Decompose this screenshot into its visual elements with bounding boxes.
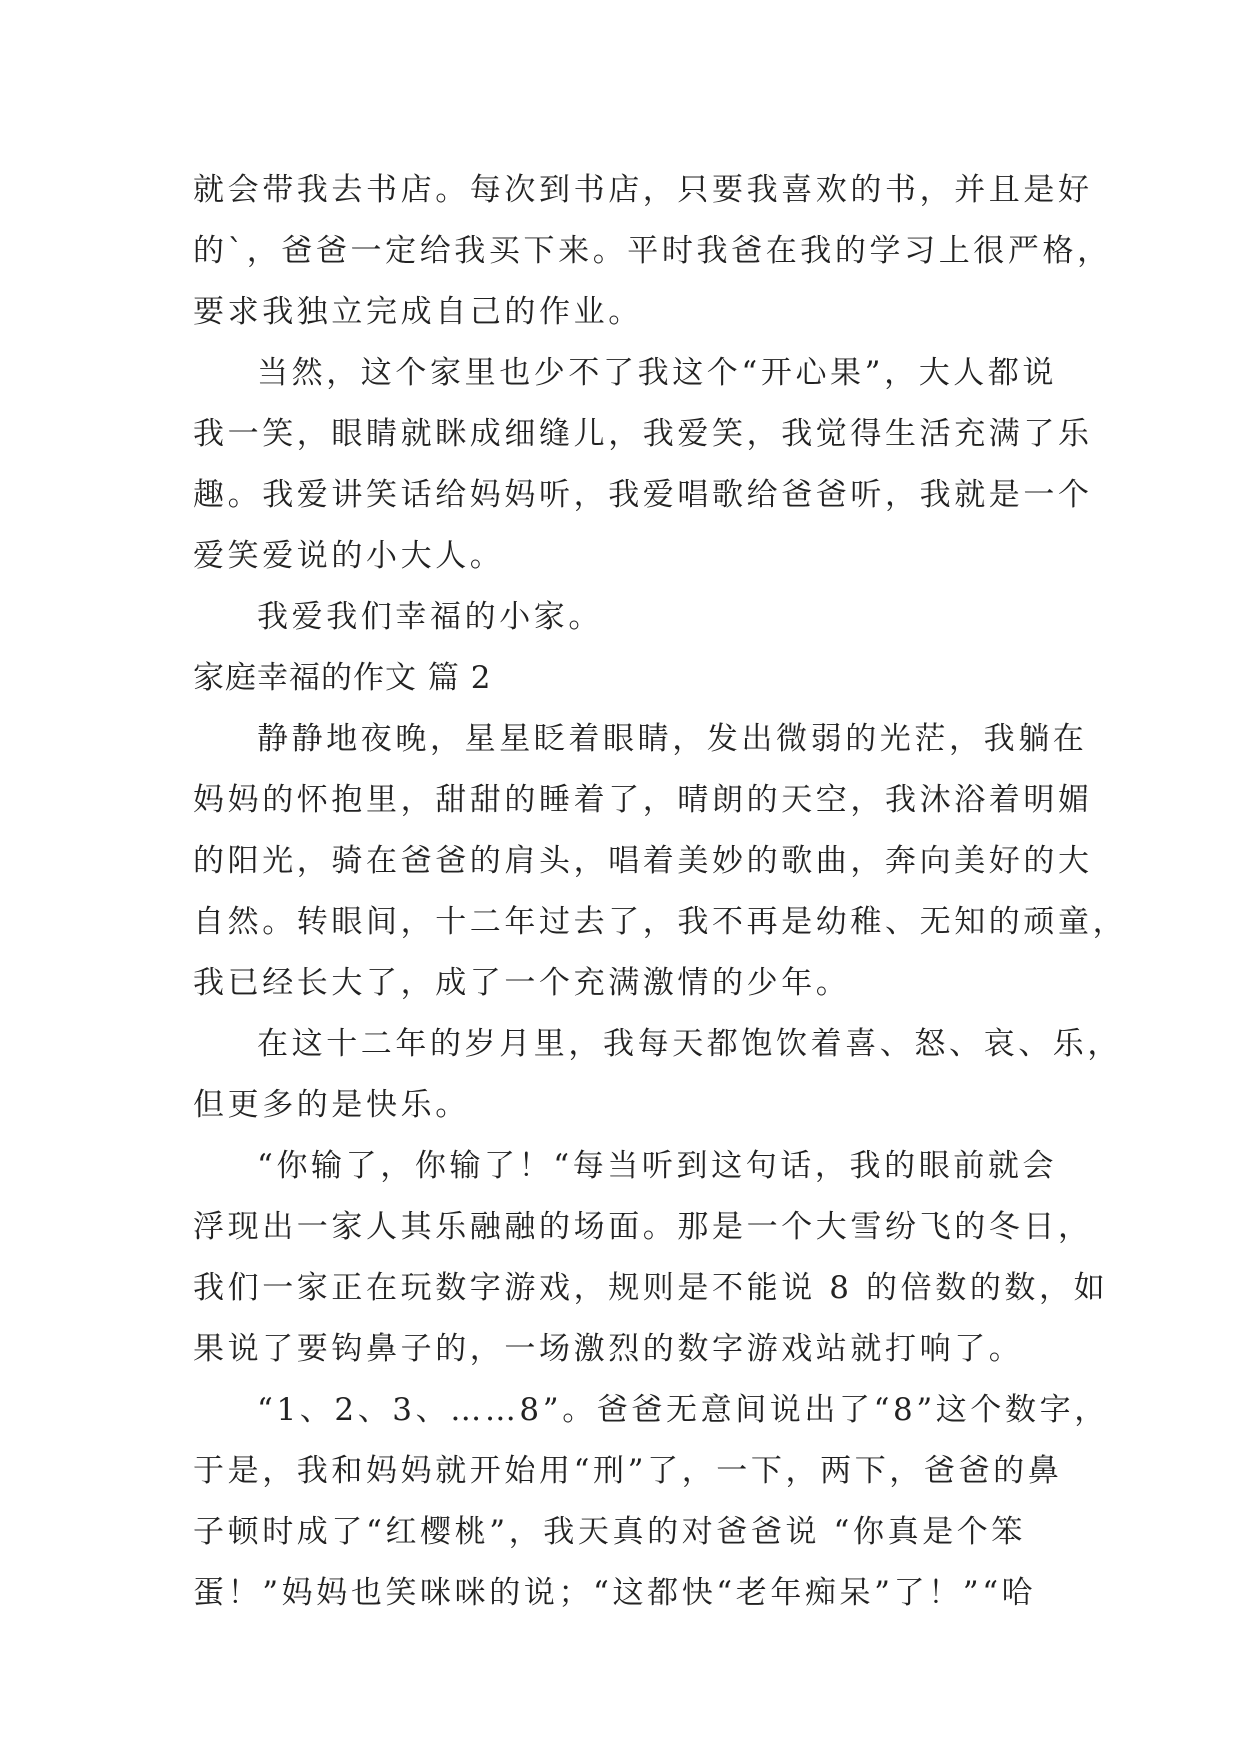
text-line: 浮现出一家人其乐融融的场面。那是一个大雪纷飞的冬日，: [193, 1209, 1093, 1245]
text-line: 妈妈的怀抱里，甜甜的睡着了，晴朗的天空，我沐浴着明媚: [193, 782, 1093, 818]
text-line: 我们一家正在玩数字游戏，规则是不能说 8 的倍数的数，如: [193, 1270, 1109, 1306]
text-line: 自然。转眼间，十二年过去了，我不再是幼稚、无知的顽童，: [193, 904, 1128, 940]
text-line: 我一笑，眼睛就眯成细缝儿，我爱笑，我觉得生活充满了乐: [193, 416, 1093, 452]
text-line: 趣。我爱讲笑话给妈妈听，我爱唱歌给爸爸听，我就是一个: [193, 477, 1093, 513]
paragraph-start-line: 我爱我们幸福的小家。: [257, 599, 603, 635]
paragraph-start-line: “你输了，你输了！“每当听到这句话，我的眼前就会: [257, 1148, 1058, 1184]
paragraph-start-line: 在这十二年的岁月里，我每天都饱饮着喜、怒、哀、乐，: [257, 1026, 1122, 1062]
paragraph-start-line: 当然，这个家里也少不了我这个“开心果”，大人都说: [257, 355, 1058, 391]
document-body: [193, 160, 1128, 1624]
text-line: 要求我独立完成自己的作业。: [193, 294, 643, 330]
text-line: 的`，爸爸一定给我买下来。平时我爸在我的学习上很严格，: [193, 233, 1112, 269]
text-line: 我已经长大了，成了一个充满激情的少年。: [193, 965, 851, 1001]
text-line: 果说了要钩鼻子的，一场激烈的数字游戏站就打响了。: [193, 1331, 1024, 1367]
section-heading: 家庭幸福的作文 篇 2: [193, 660, 492, 696]
text-line: 子顿时成了“红樱桃”，我天真的对爸爸说 “你真是个笨: [193, 1514, 1026, 1550]
text-line: 的阳光，骑在爸爸的肩头，唱着美妙的歌曲，奔向美好的大: [193, 843, 1093, 879]
paragraph-start-line: “1、2、3、……8”。爸爸无意间说出了“8”这个数字，: [257, 1392, 1109, 1428]
paragraph-start-line: 静静地夜晚，星星眨着眼睛，发出微弱的光茫，我躺在: [257, 721, 1088, 757]
text-line: 蛋！”妈妈也笑咪咪的说；“这都快“老年痴呆”了！”“哈: [193, 1575, 1037, 1611]
text-line: 但更多的是快乐。: [193, 1087, 470, 1123]
text-line: 于是，我和妈妈就开始用“刑”了，一下，两下，爸爸的鼻: [193, 1453, 1063, 1489]
text-line: 爱笑爱说的小大人。: [193, 538, 505, 574]
text-line: 就会带我去书店。每次到书店，只要我喜欢的书，并且是好: [193, 172, 1093, 208]
